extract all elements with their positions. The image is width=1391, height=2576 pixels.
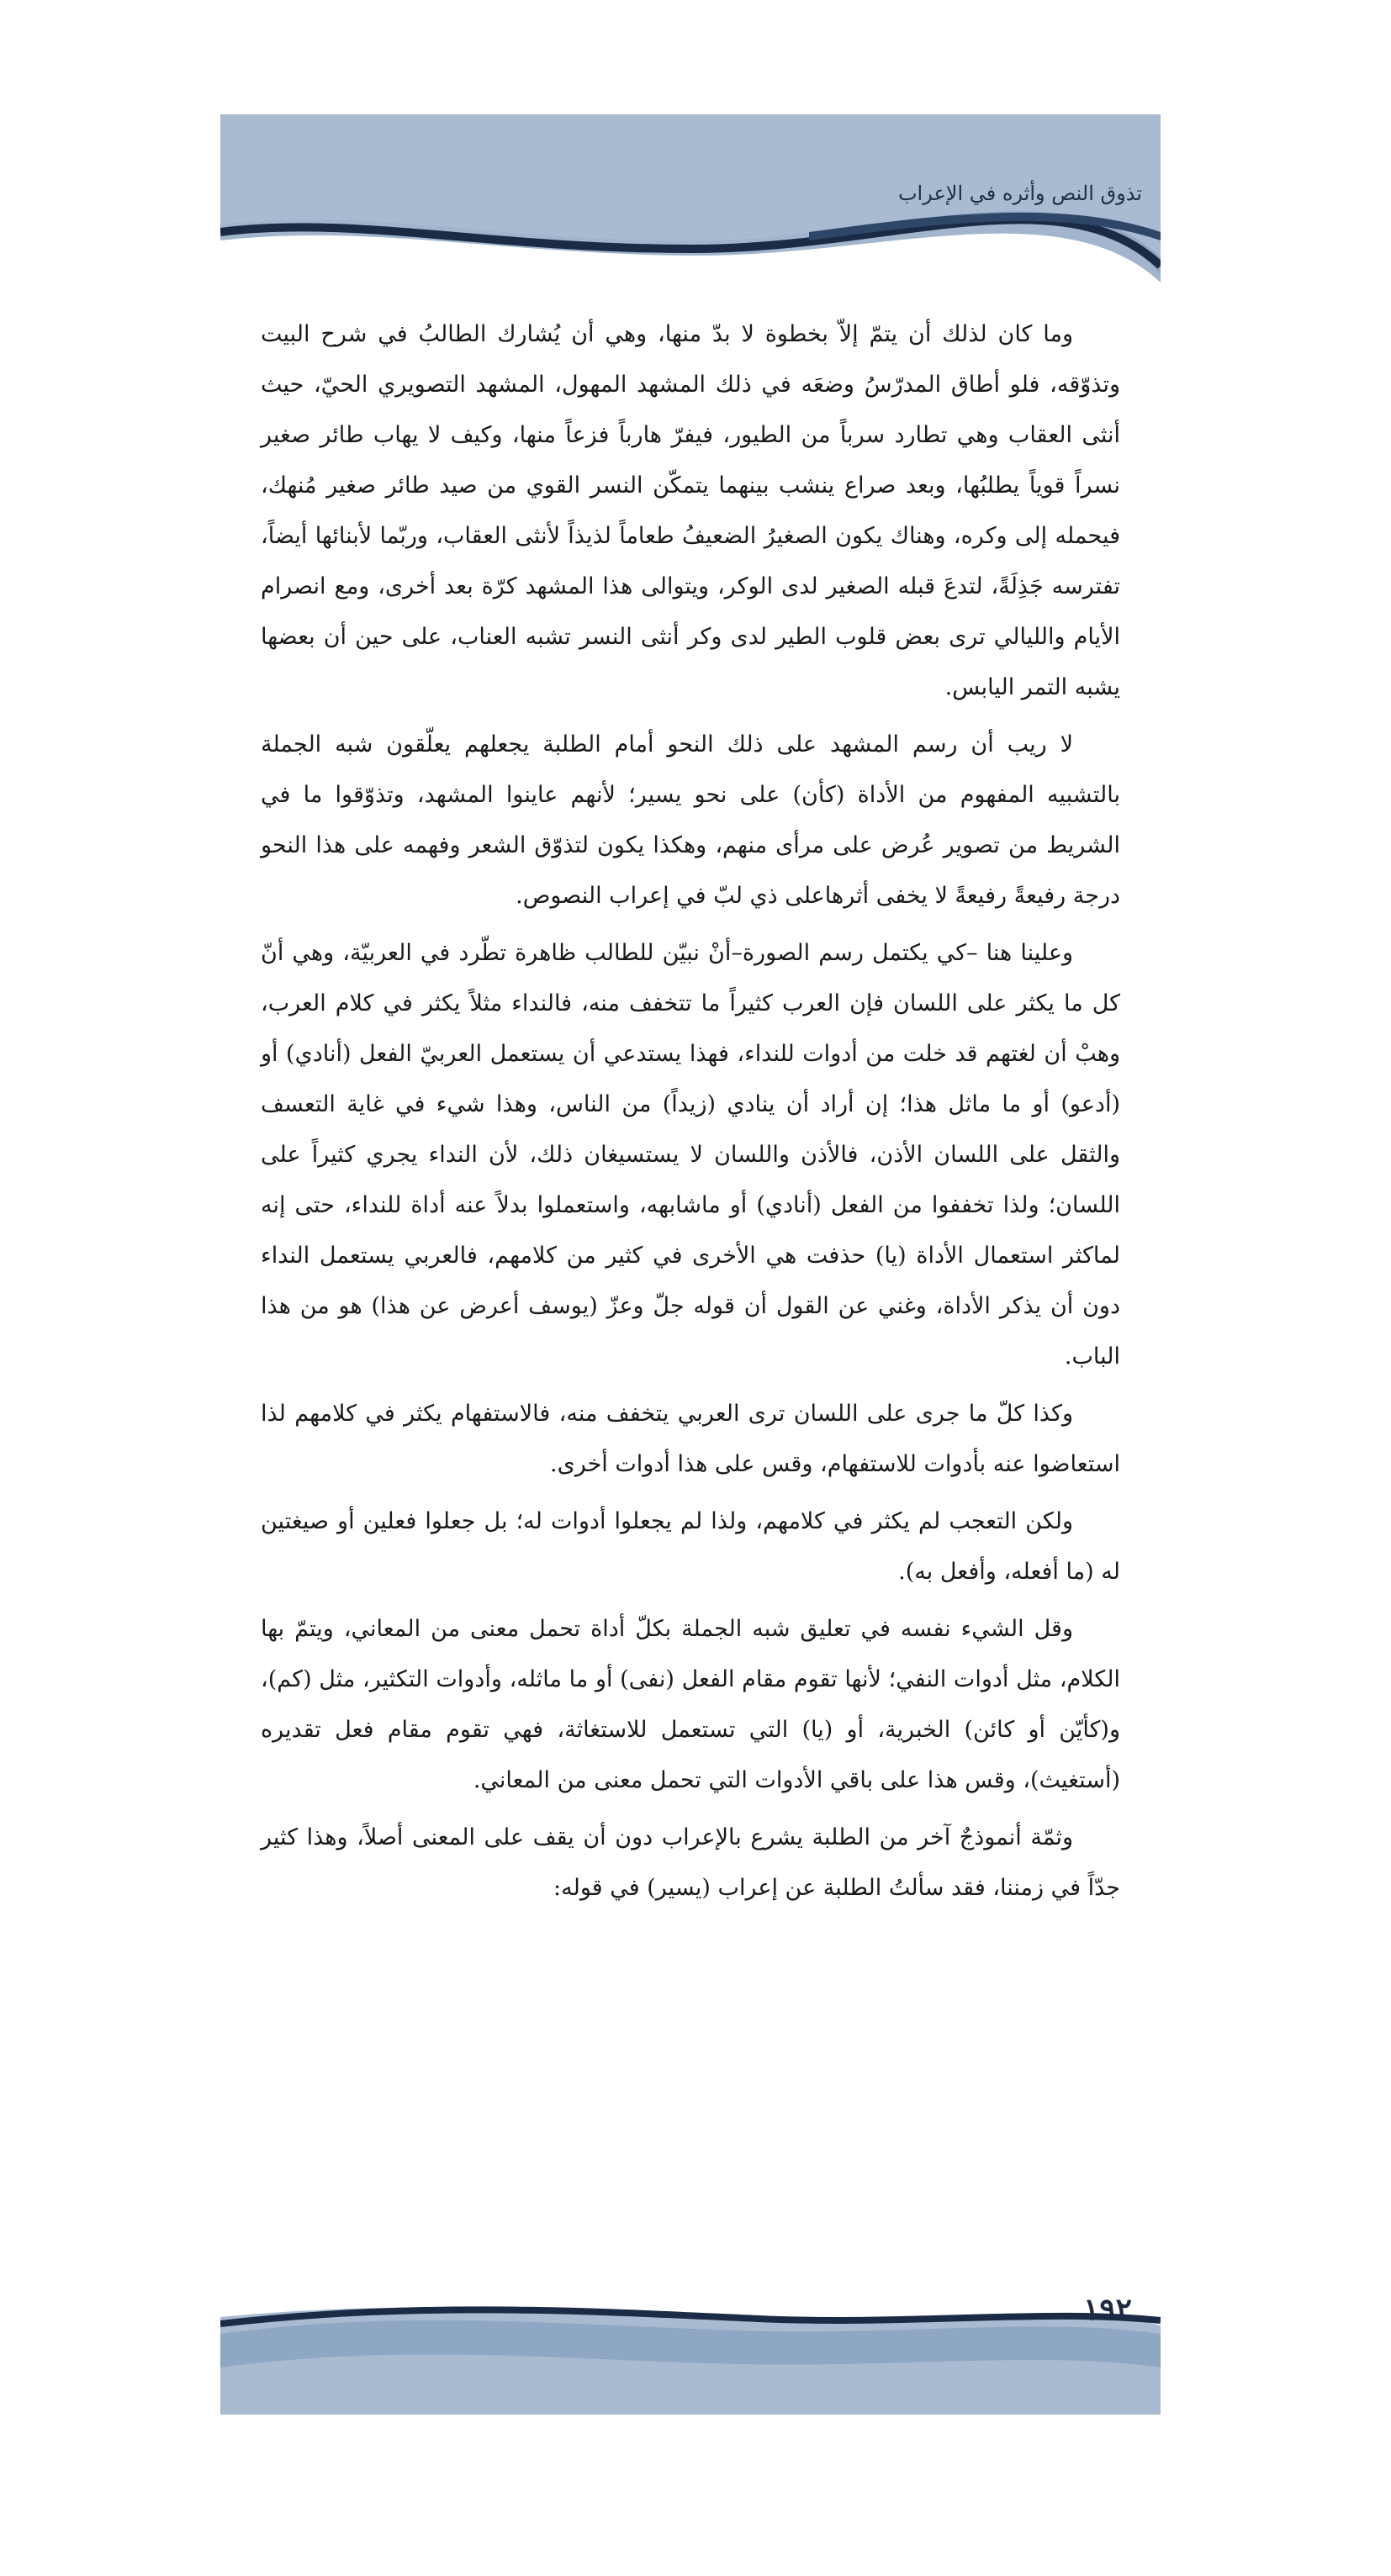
body-text xyxy=(261,309,1120,1920)
paragraph: ولكن التعجب لم يكثر في كلامهم، ولذا لم يجعلوا أدوات له؛ بل جعلوا فعلين أو صيغتين له (ما أفعله، وأفعل به). xyxy=(261,1508,1120,1585)
paragraph: وقل الشيء نفسه في تعليق شبه الجملة بكلّ أداة تحمل معنى من المعاني، ويتمّ بها الكلام، مثل أدوات النفي؛ لأنها تقوم مقام الفعل (نفى) أو ما ماثله، وأدوات التكثير، مثل (كم)، و(كأيّن أو كائن) الخبرية، أو (يا) التي تستعمل للاستغاثة، فهي تقوم مقام فعل تقديره (أستغيث)، وقس هذا على باقي الأدوات التي تحمل معنى من المعاني. xyxy=(261,1616,1120,1793)
paragraph: وعلينا هنا –كي يكتمل رسم الصورة–أنْ نبيّن للطالب ظاهرة تطّرد في العربيّة، وهي أنّ كل ما يكثر على اللسان فإن العرب كثيراً ما تتخفف منه، فالنداء مثلاً يكثر في كلام العرب، وهبْ أن لغتهم قد خلت من أدوات للنداء، فهذا يستدعي أن يستعمل العربيّ الفعل (أنادي) أو (أدعو) أو ما ماثل هذا؛ إن أراد أن ينادي (زيداً) من الناس، وهذا شيء في غاية التعسف والثقل على اللسان الأذن، فالأذن واللسان لا يستسيغان ذلك، لأن النداء يجري كثيراً على اللسان؛ ولذا تخففوا من الفعل (أنادي) أو ماشابهه، واستعملوا بدلاً عنه أداة للنداء، حتى إنه لماكثر استعمال الأداة (يا) حذفت هي الأخرى في كثير من كلامهم، فالعربي يستعمل النداء دون أن يذكر الأداة، وغني عن القول أن قوله جلّ وعزّ (يوسف أعرض عن هذا) هو من هذا الباب. xyxy=(261,940,1120,1370)
paragraph: وكذا كلّ ما جرى على اللسان ترى العربي يتخفف منه، فالاستفهام يكثر في كلامهم لذا استعاضوا عنه بأدوات للاستفهام، وقس على هذا أدوات أخرى. xyxy=(261,1401,1120,1477)
footer-banner xyxy=(220,2300,1161,2415)
paragraph: لا ريب أن رسم المشهد على ذلك النحو أمام الطلبة يجعلهم يعلّقون شبه الجملة بالتشبيه المفهوم من الأداة (كأن) على نحو يسير؛ لأنهم عاينوا المشهد، وتذوّقوا ما في الشريط من تصوير عُرض على مرأى منهم، وهكذا يكون لتذوّق الشعر وفهمه على هذا النحو درجة رفيعةً رفيعةً لا يخفى أثرهاعلى ذي لبّ في إعراب النصوص. xyxy=(261,731,1120,909)
paragraph: وما كان لذلك أن يتمّ إلاّ بخطوة لا بدّ منها، وهي أن يُشارك الطالبُ في شرح البيت وتذوّقه، فلو أطاق المدرّسُ وضعَه في ذلك المشهد المهول، المشهد التصويري الحيّ، حيث أنثى العقاب وهي تطارد سرباً من الطيور، فيفرّ هارباً فزعاً منها، وكيف لا يهاب طائر صغير نسراً قوياً يطلبُها، وبعد صراع ينشب بينهما يتمكّن النسر القوي من صيد طائر صغير مُنهك، فيحمله إلى وكره، وهناك يكون الصغيرُ الضعيفُ طعاماً لذيذاً لأنثى العقاب، وربّما لأبنائها أيضاً، تفترسه جَذِلَةً، لتدعَ قبله الصغير لدى الوكر، ويتوالى هذا المشهد كرّة بعد أخرى، ومع انصرام الأيام والليالي ترى بعض قلوب الطير لدى وكر أنثى النسر تشبه العناب، على حين أن بعضها يشبه التمر اليابس. xyxy=(261,321,1120,700)
page-number: ١٩٢ xyxy=(1082,2292,1132,2327)
paragraph: وثمّة أنموذجٌ آخر من الطلبة يشرع بالإعراب دون أن يقف على المعنى أصلاً، وهذا كثير جدّاً في زمننا، فقد سألتُ الطلبة عن إعراب (يسير) في قوله: xyxy=(261,1824,1120,1901)
page xyxy=(220,114,1161,2415)
running-header-title: تذوق النص وأثره في الإعراب xyxy=(897,182,1142,205)
